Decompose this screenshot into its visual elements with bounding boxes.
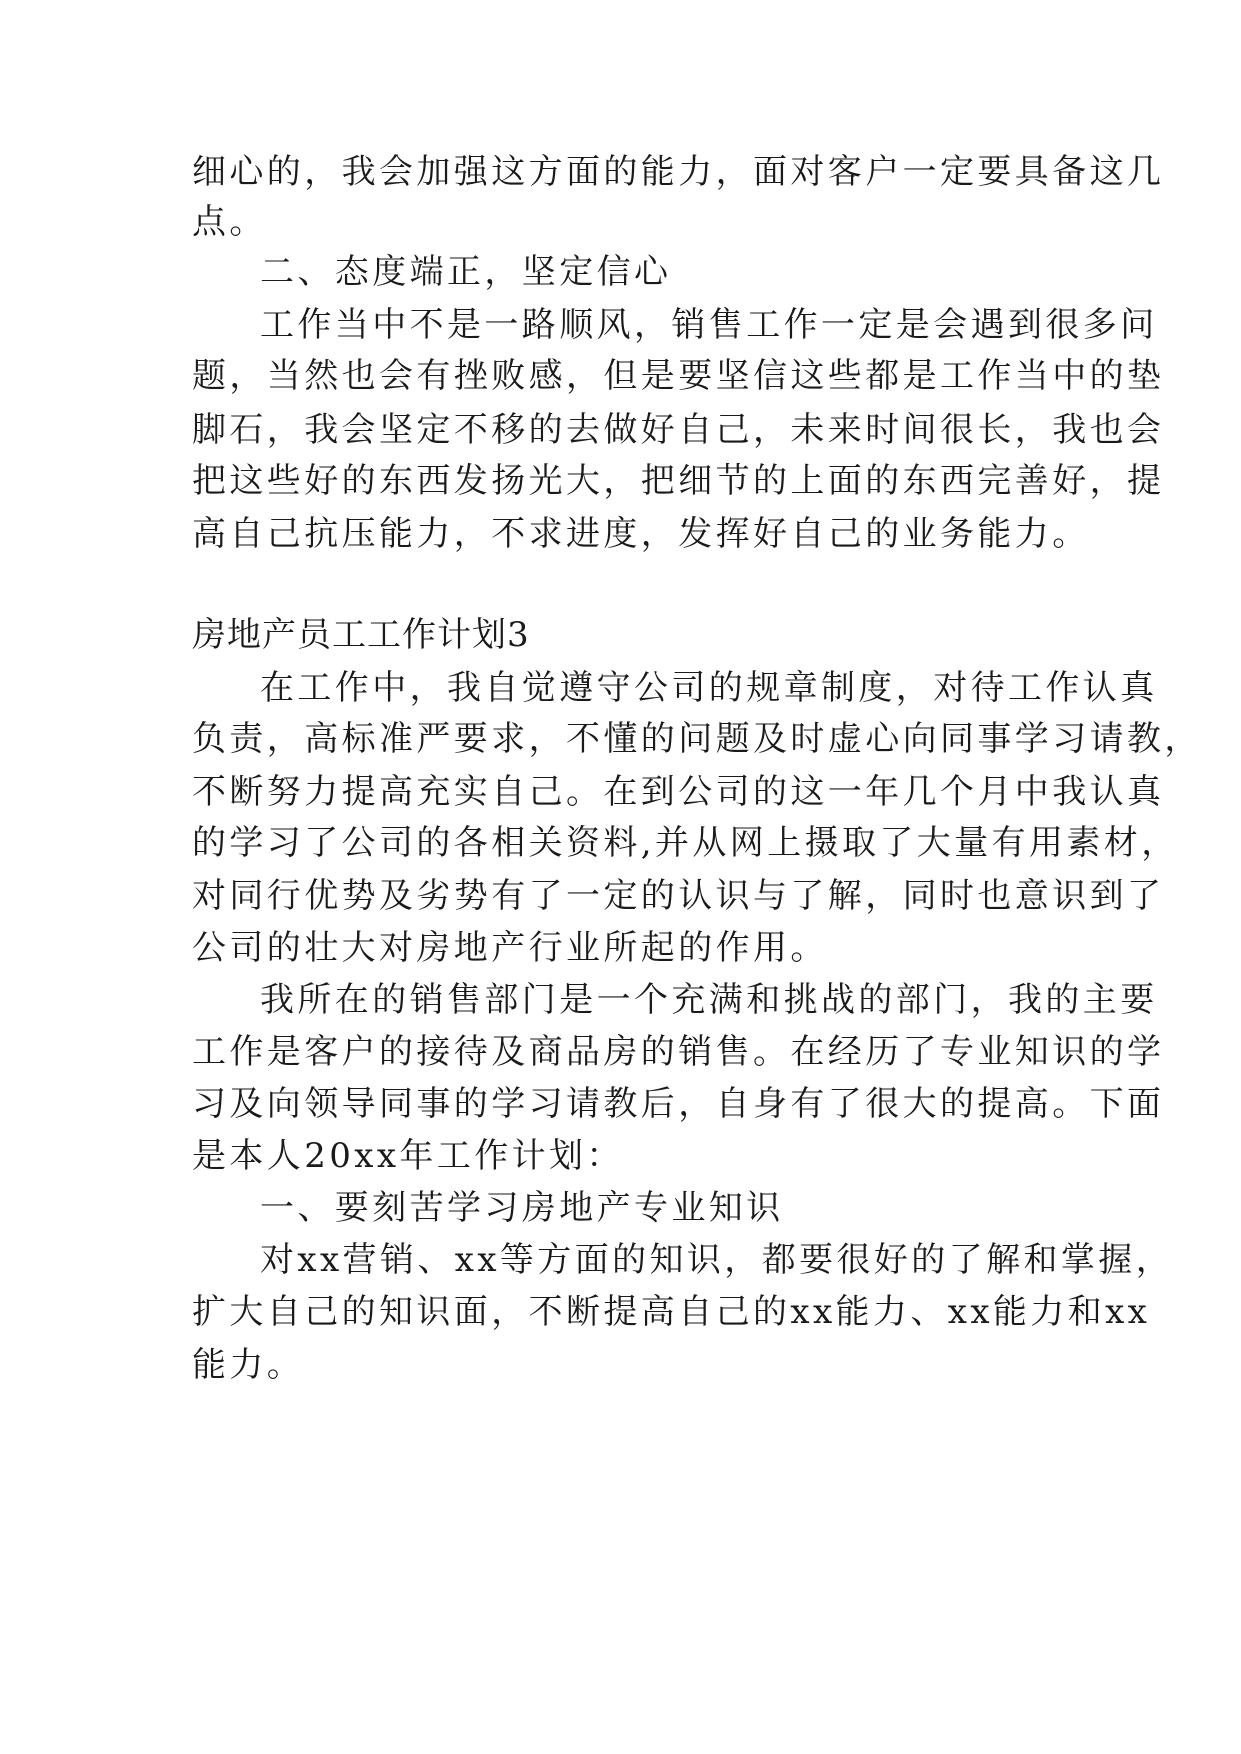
paragraph-line: 能力。 — [192, 1345, 305, 1385]
paragraph-line: 我所在的销售部门是一个充满和挑战的部门，我的主要 — [260, 980, 1158, 1020]
paragraph-line: 把这些好的东西发扬光大，把细节的上面的东西完善好，提 — [192, 461, 1165, 501]
section-heading: 二、态度端正，坚定信心 — [260, 252, 672, 292]
paragraph-line: 对同行优势及劣势有了一定的认识与了解，同时也意识到了 — [192, 876, 1165, 916]
paragraph-line: 高自己抗压能力，不求进度，发挥好自己的业务能力。 — [192, 514, 1090, 554]
paragraph-line: 在工作中，我自觉遵守公司的规章制度，对待工作认真 — [260, 668, 1158, 708]
paragraph-line: 负责，高标准严要求，不懂的问题及时虚心向同事学习请教， — [192, 719, 1202, 759]
paragraph-line: 对xx营销、xx等方面的知识，都要很好的了解和掌握， — [260, 1240, 1174, 1280]
paragraph-line: 题，当然也会有挫败感，但是要坚信这些都是工作当中的垫 — [192, 356, 1165, 396]
paragraph-line: 脚石，我会坚定不移的去做好自己，未来时间很长，我也会 — [192, 410, 1165, 450]
paragraph-line: 的学习了公司的各相关资料,并从网上摄取了大量有用素材， — [192, 823, 1179, 863]
section-heading: 一、要刻苦学习房地产专业知识 — [260, 1188, 784, 1228]
paragraph-line: 习及向领导同事的学习请教后，自身有了很大的提高。下面 — [192, 1084, 1165, 1124]
paragraph-line: 是本人20xx年工作计划： — [192, 1136, 624, 1176]
paragraph-line: 不断努力提高充实自己。在到公司的这一年几个月中我认真 — [192, 772, 1165, 812]
paragraph-line: 公司的壮大对房地产行业所起的作用。 — [192, 928, 828, 968]
paragraph-line: 扩大自己的知识面，不断提高自己的xx能力、xx能力和xx — [192, 1292, 1151, 1332]
paragraph-line: 细心的，我会加强这方面的能力，面对客户一定要具备这几 — [192, 152, 1165, 192]
paragraph-line: 点。 — [192, 202, 267, 242]
paragraph-line: 工作当中不是一路顺风，销售工作一定是会遇到很多问 — [260, 305, 1158, 345]
document-title: 房地产员工工作计划3 — [192, 615, 530, 655]
paragraph-line: 工作是客户的接待及商品房的销售。在经历了专业知识的学 — [192, 1032, 1165, 1072]
